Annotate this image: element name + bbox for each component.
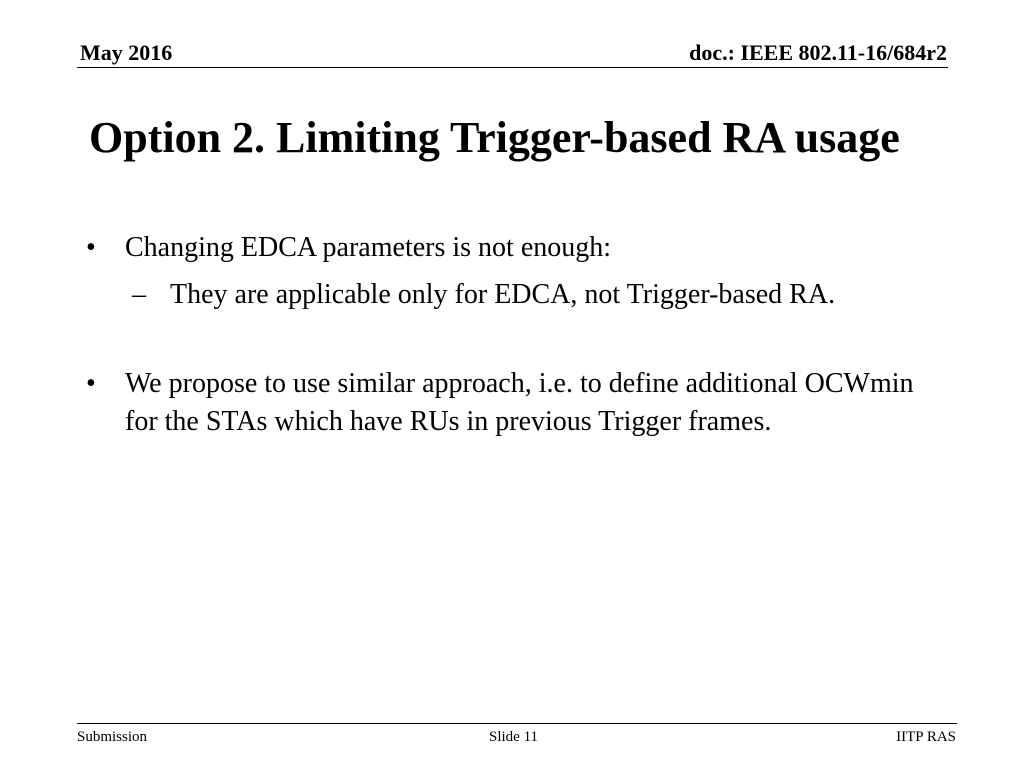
footer-submission: Submission [77,729,148,745]
header-divider [77,67,948,68]
bullet-marker: • [86,368,96,399]
sub-bullet-item [132,276,930,314]
slide-title: Option 2. Limiting Trigger-based RA usage [89,113,900,162]
bullet-item [86,229,915,267]
sub-bullet-marker: – [132,279,146,310]
bullet-item [86,365,915,441]
footer-org: IITP RAS [896,729,956,745]
header-doc-id: doc.: IEEE 802.11-16/684r2 [689,40,947,65]
bullet-marker: • [86,232,96,263]
header-date: May 2016 [80,40,173,65]
footer-divider [77,723,957,724]
footer-slide-number: Slide 11 [489,729,539,745]
bullet-text: We propose to use similar approach, i.e. to define additional OCWmin for the STAs which have RUs in previous Trigger frames. [125,368,914,437]
sub-bullet-text: They are applicable only for EDCA, not Trigger-based RA. [170,279,836,310]
bullet-text: Changing EDCA parameters is not enough: [125,232,612,263]
